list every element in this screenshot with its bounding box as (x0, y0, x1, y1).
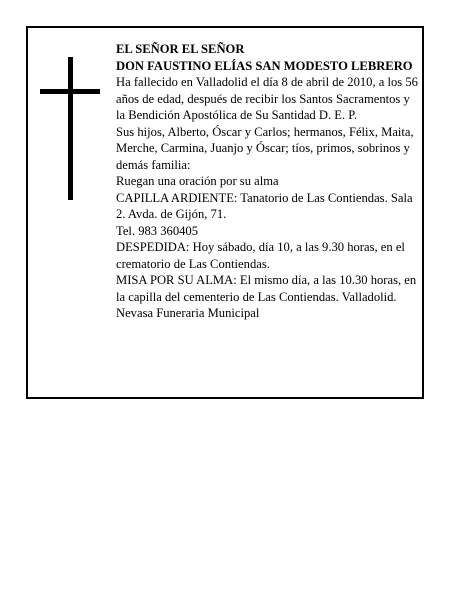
cross-icon (40, 57, 100, 200)
mass-details: MISA POR SU ALMA: El mismo día, a las 10.30 horas, en la capilla del cementerio de Las Contiendas. Valladolid. (116, 273, 417, 304)
family-members: Sus hijos, Alberto, Óscar y Carlos; hermanos, Félix, Maita, Merche, Carmina, Juanjo y Óscar; tíos, primos, sobrinos y demás familia: (116, 124, 414, 172)
cross-horizontal-bar (40, 89, 100, 94)
obituary-notice (26, 26, 424, 399)
farewell-details: DESPEDIDA: Hoy sábado, día 10, a las 9.30 horas, en el crematorio de Las Contiendas. (116, 240, 405, 271)
funeral-home: Nevasa Funeraria Municipal (116, 306, 260, 320)
prayer-request: Ruegan una oración por su alma (116, 174, 279, 188)
phone-number: Tel. 983 360405 (116, 223, 199, 238)
viewing-location: CAPILLA ARDIENTE: Tanatorio de Las Contiendas. Sala 2. Avda. de Gijón, 71. (116, 190, 413, 221)
notice-title-line: EL SEÑOR EL SEÑOR (116, 42, 245, 56)
notice-text (116, 41, 418, 322)
deceased-name: DON FAUSTINO ELÍAS SAN MODESTO LEBRERO (116, 58, 413, 73)
death-announcement: Ha fallecido en Valladolid el día 8 de abril de 2010, a los 56 años de edad, después de recibir los Santos Sacramentos y la Bendición Apostólica de Su Santidad D. E. P. (116, 75, 418, 122)
cross-vertical-bar (68, 57, 73, 200)
